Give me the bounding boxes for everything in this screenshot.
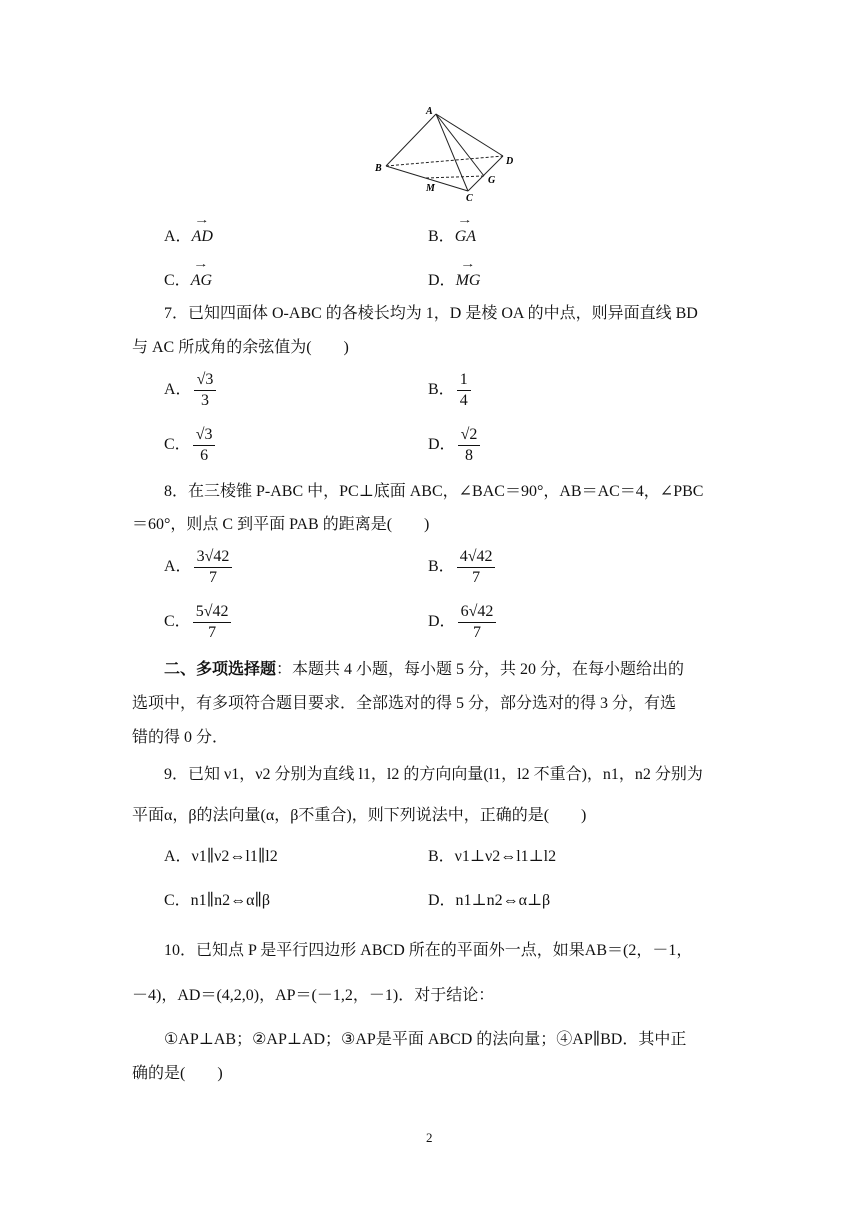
q7-option-b: B． $\frac{1}{4}$ (428, 370, 471, 411)
q10-line-2: －4)，AD＝(4,2,0)，AP＝(－1,2，－1)．对于结论： (132, 987, 495, 1004)
section-2-line-1: 二、多项选择题：本题共 4 小题，每小题 5 分，共 20 分，在每小题给出的 (164, 661, 685, 678)
label-m: M (426, 183, 435, 194)
q6-option-b: B．→ GA (428, 226, 476, 248)
label-b: B (375, 163, 382, 174)
section-2-line-3: 错的得 0 分． (132, 729, 229, 746)
section-2-title: 二、多项选择题 (164, 661, 277, 678)
q8-option-d: D． $\frac{6√42}{7}$ (428, 602, 496, 643)
q8-line-1: 8．在三棱锥 P-ABC 中，PC⊥底面 ABC，∠BAC＝90°，AB＝AC＝4，∠PBC (164, 483, 704, 500)
q9-line-1: 9．已知 ν1，ν2 分别为直线 l1，l2 的方向向量(l1，l2 不重合)，n1，n2 分别为 (164, 766, 703, 783)
q10-line-4: 确的是( ) (132, 1065, 223, 1082)
label-d: D (506, 156, 514, 167)
q9-option-d: D．n1⊥n2⇔α⊥β (428, 892, 551, 909)
section-2-line-2: 选项中，有多项符合题目要求．全部选对的得 5 分，部分选对的得 3 分，有选 (132, 695, 677, 712)
label-g: G (488, 175, 496, 186)
q7-line-1: 7．已知四面体 O-ABC 的各棱长均为 1，D 是棱 OA 的中点，则异面直线 BD (164, 305, 698, 322)
q7-option-a: A． $\frac{√3}{3}$ (164, 370, 216, 411)
q9-line-2: 平面α，β的法向量(α，β不重合)，则下列说法中，正确的是( ) (132, 807, 587, 824)
q6-option-d: D．→ MG (428, 270, 480, 292)
q7-option-c: C． $\frac{√3}{6}$ (164, 425, 215, 466)
q9-option-c: C．n1∥n2⇔α∥β (164, 892, 270, 909)
q8-option-c: C． $\frac{5√42}{7}$ (164, 602, 231, 643)
q10-line-1: 10．已知点 P 是平行四边形 ABCD 所在的平面外一点，如果AB＝(2，－1， (164, 942, 693, 959)
q6-option-a: A．→ AD (164, 226, 213, 248)
q7-option-d: D． $\frac{√2}{8}$ (428, 425, 480, 466)
q8-line-2: ＝60°，则点 C 到平面 PAB 的距离是( ) (132, 516, 430, 533)
q10-line-3: ①AP⊥AB；②AP⊥AD；③AP是平面 ABCD 的法向量；④AP∥BD．其中正 (164, 1031, 687, 1048)
q9-option-a: A．ν1∥ν2⇔l1∥l2 (164, 848, 278, 865)
label-c: C (466, 193, 473, 204)
page-number: 2 (426, 1130, 433, 1145)
q7-line-2: 与 AC 所成角的余弦值为( ) (132, 339, 349, 356)
q6-option-c: C．→ AG (164, 270, 212, 292)
q8-option-b: B． $\frac{4√42}{7}$ (428, 547, 495, 588)
label-a: A (426, 106, 433, 117)
q8-option-a: A． $\frac{3√42}{7}$ (164, 547, 232, 588)
tetrahedron-figure (370, 104, 520, 204)
q9-option-b: B．ν1⊥ν2⇔l1⊥l2 (428, 848, 557, 865)
